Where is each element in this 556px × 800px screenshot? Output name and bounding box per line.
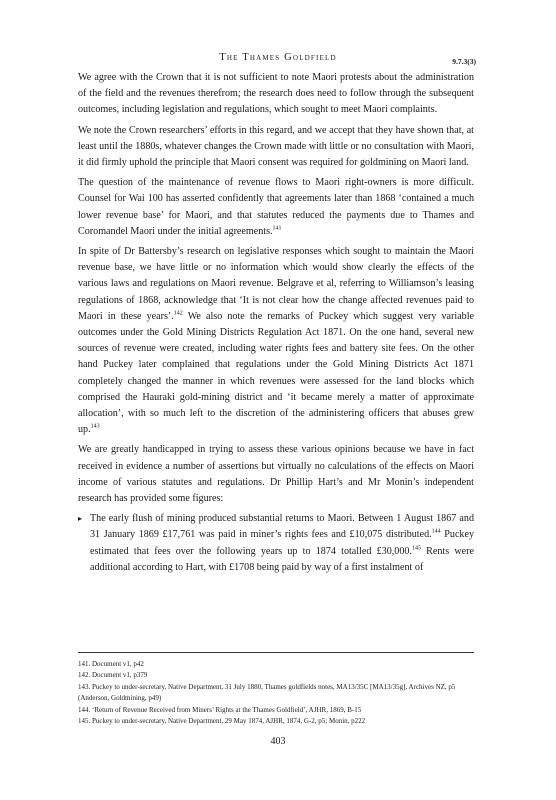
footnote-ref-143[interactable]: 143 [90, 423, 100, 430]
section-number: 9.7.3(3) [452, 57, 476, 66]
bullet-text-2: Puckey estimated that fees over the following years up to 1874 totalled £30,000. [90, 529, 474, 557]
page-number: 403 [270, 736, 286, 747]
footnote-145: 145. Puckey to under-secretary, Native Department, 29 May 1874, AJHR, 1874, G-2, p5; Monin, p222 [78, 717, 366, 726]
footnote-divider [78, 652, 474, 653]
paragraph-3 [78, 175, 474, 240]
paragraph-4-text-cont: We also note the remarks of Puckey which suggest very variable outcomes under the Gold Mining Districts Regulation Act 1871. On the one hand, several new sources of revenue were created, including water rights fees and battery site fees. On the other hand Puckey later complained that regulations under the Gold Mining Districts Act 1871 completely changed the manner in which revenues were assessed for the land blocks which comprised the Hauraki gold-mining district and ‘it became merely a matter of approximate allocation’, with so much left to the discretion of the administering officers that abuses grew up. [78, 310, 475, 436]
footnote-ref-145[interactable]: 145 [411, 545, 421, 552]
footnotes [78, 659, 474, 727]
paragraph-4-text: In spite of Dr Battersby’s research on legislative responses which sought to maintain the Maori revenue base, we have little or no information which would show clearly the effects of the various laws and regulations on Maori revenue. Belgrave et al, referring to Williamson’s leasing regulations of 1868, acknowledge that ‘It is not clear how the change affected revenues paid to Maori in these years’. [78, 246, 474, 322]
running-head: The Thames Goldfield [219, 52, 337, 63]
paragraph-5: We are greatly handicapped in trying to assess these various opinions because we have in fact received in evidence a number of assertions but virtually no calculations of the effects on Maori income of various statutes and regulations. Dr Phillip Hart’s and Mr Monin’s independent research has provided some figures: [78, 444, 474, 505]
paragraph-2: We note the Crown researchers’ efforts in this regard, and we accept that they have shown that, at least until the 1880s, whatever changes the Crown made with little or no consultation with Maori, it did firmly uphold the principle that Maori consent was required for goldmining on Maori land. [78, 124, 474, 169]
footnote-143: 143. Puckey to under-secretary, Native Department, 31 July 1880, Thames goldfields notes, MA13/35C [MA13/35g], Archives NZ, p5 (Anderson, Goldmining, p49) [78, 682, 456, 703]
footnote-ref-144[interactable]: 144 [431, 529, 441, 536]
bullet-text-1: The early flush of mining produced substantial returns to Maori. Between 1 August 1867 and 31 January 1869 £17,761 was paid in miner’s rights fees and £10,075 distributed. [90, 513, 474, 541]
footnote-142: 142. Document v1, p379 [78, 671, 148, 680]
footnote-144: 144. ‘Return of Revenue Received from Miners’ Rights at the Thames Goldfield’, AJHR, 1869, B-15 [78, 705, 362, 714]
bullet-text-3: Rents were additional according to Hart, with £1708 being paid by way of a first instalment of [90, 545, 474, 573]
paragraph-3-text: The question of the maintenance of revenue flows to Maori right-owners is more difficult. Counsel for Wai 100 has asserted confidently that agreements later than 1868 ‘contained a much lower revenue base’ for Maori, and that statutes reduced the payments due to Thames and Coromandel Maori under the initial agreements. [78, 177, 474, 237]
body-text [78, 70, 474, 580]
bullet-item [78, 511, 474, 576]
paragraph-4 [78, 244, 474, 438]
footnote-ref-142[interactable]: 142 [173, 310, 183, 317]
footnote-141: 141. Document v1, p42 [78, 660, 144, 668]
paragraph-1: We agree with the Crown that it is not sufficient to note Maori protests about the administration of the field and the revenues therefrom; the research does need to follow through the subsequent outcomes, including legislation and regulations, which sought to meet Maori complaints. [78, 72, 474, 116]
triangle-bullet-icon: ▸ [78, 514, 83, 524]
footnote-ref-141[interactable]: 141 [272, 225, 282, 232]
